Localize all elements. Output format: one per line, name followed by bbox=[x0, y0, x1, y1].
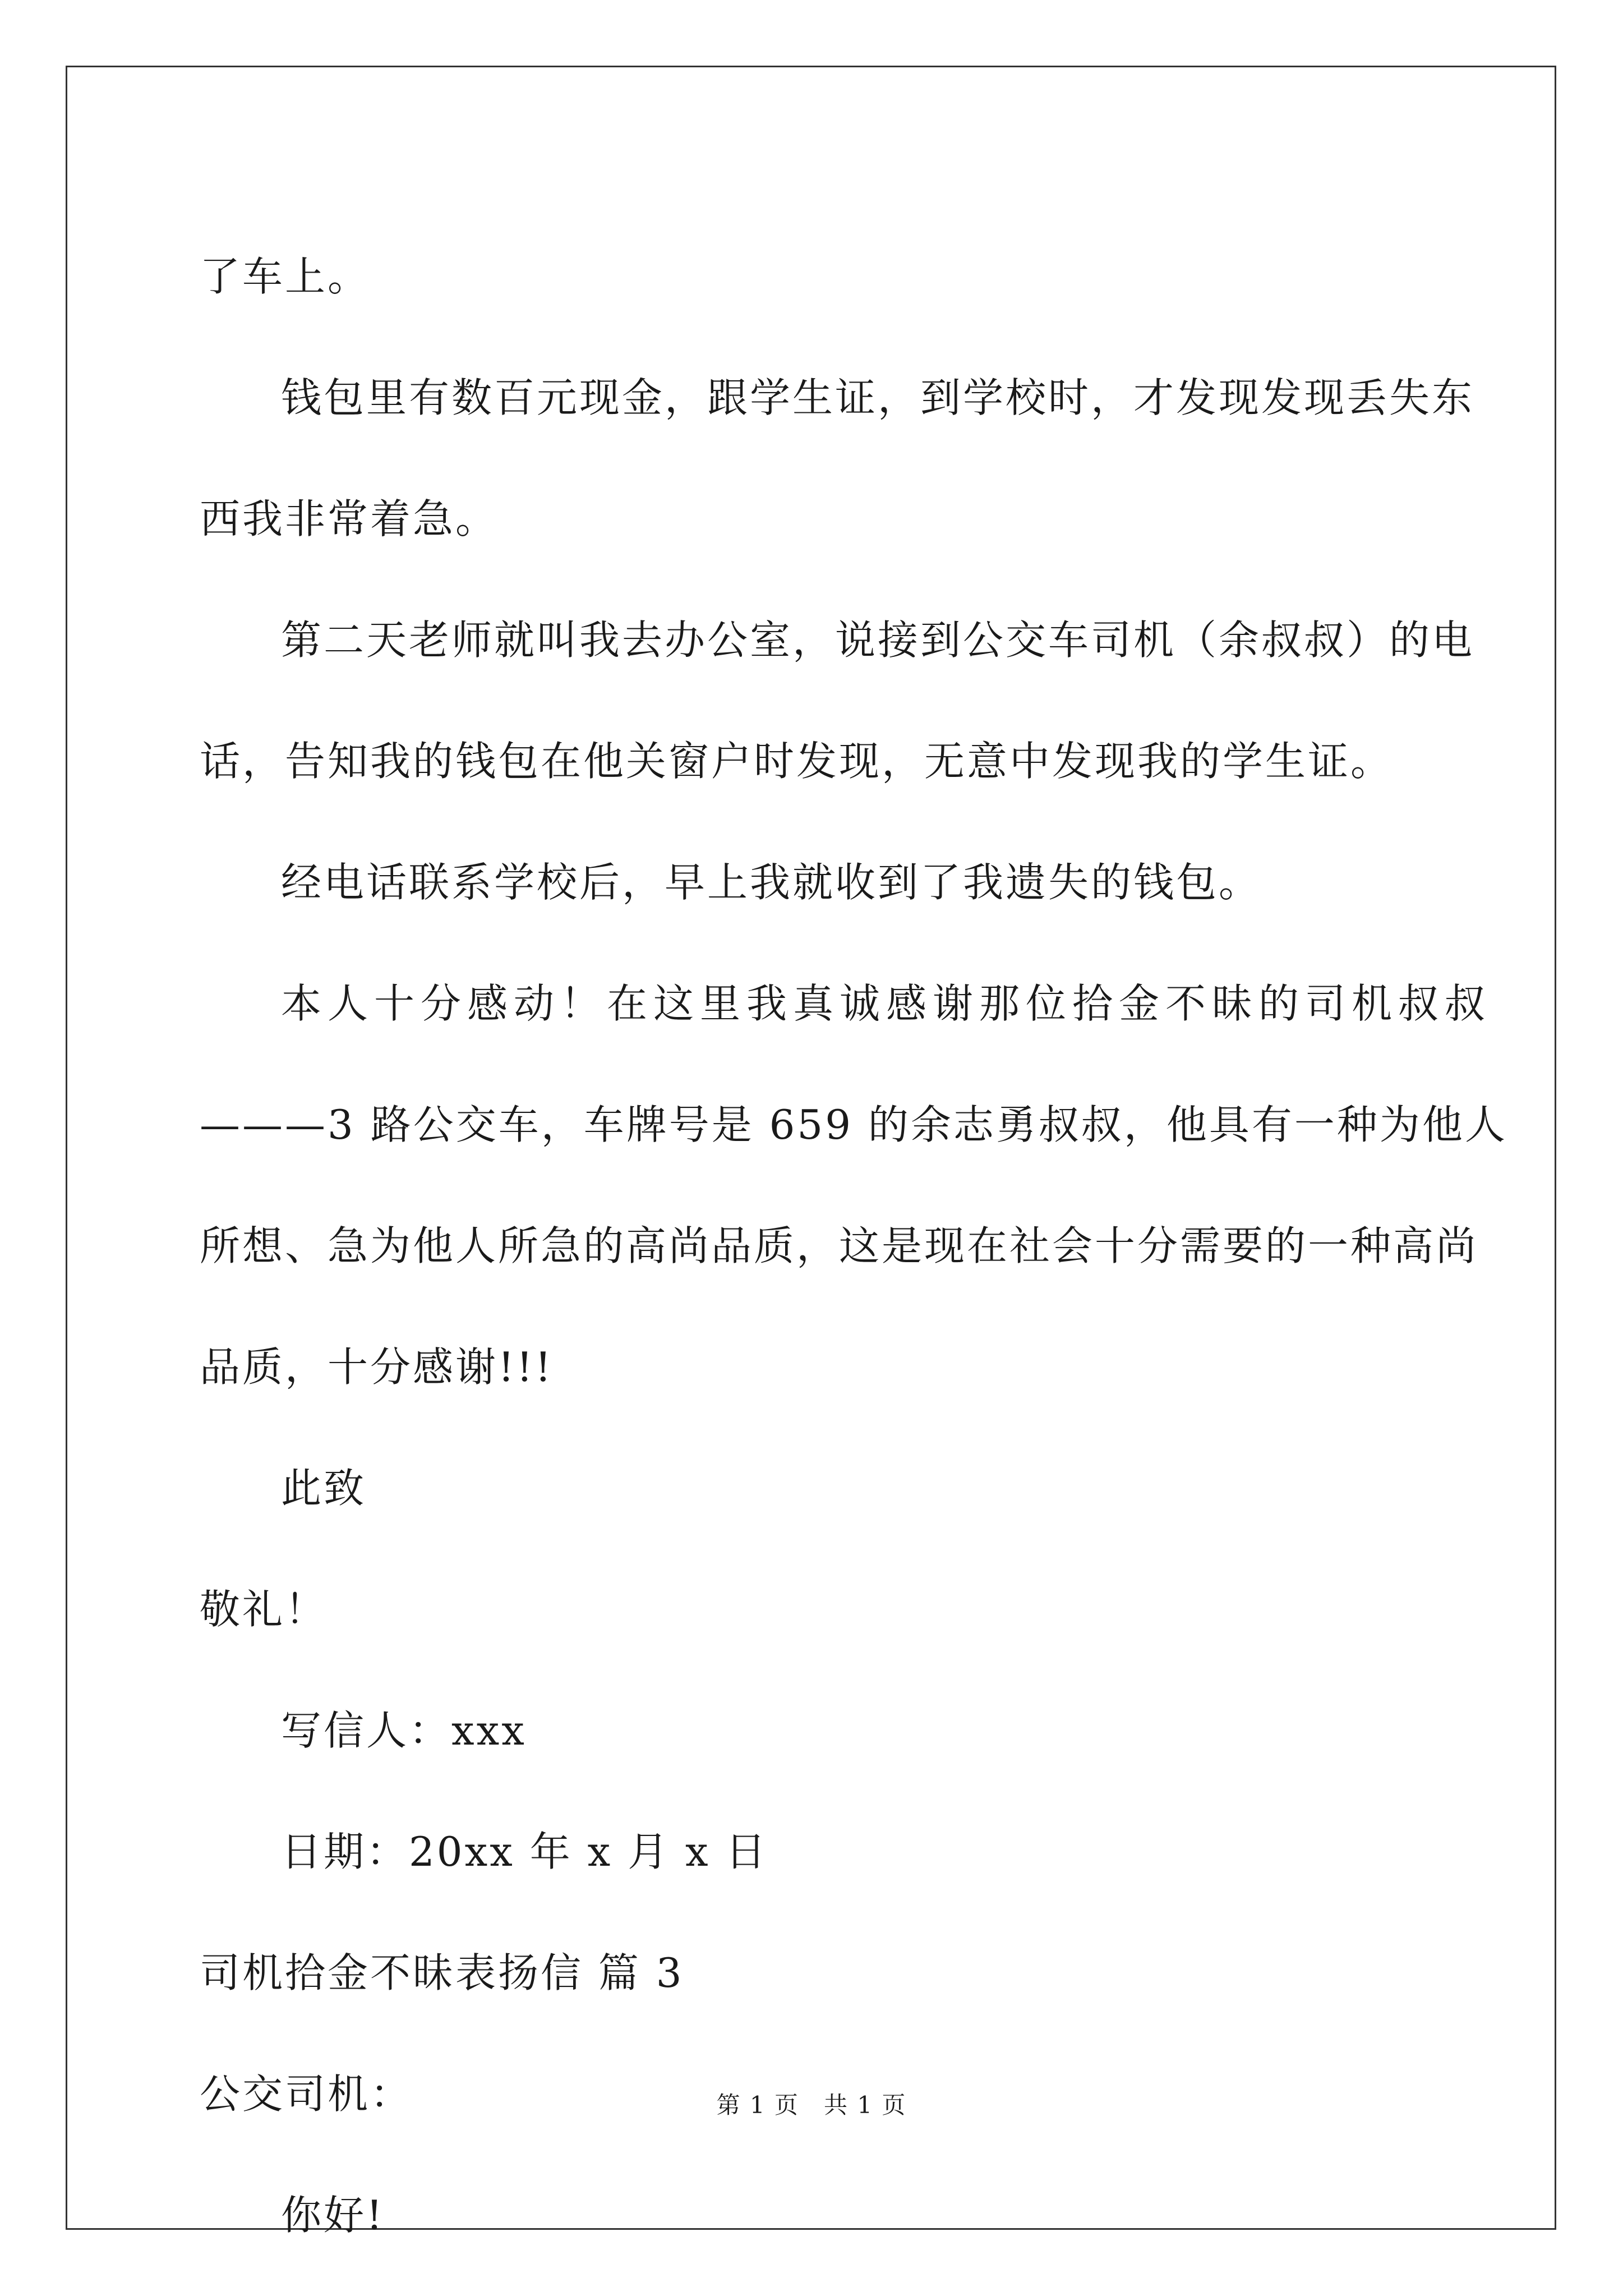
page-number-footer: 第 1 页 共 1 页 bbox=[716, 2091, 907, 2119]
text-line-10: 品质，十分感谢!!! bbox=[200, 1343, 554, 1391]
text-line-6: 经电话联系学校后，早上我就收到了我遗失的钱包。 bbox=[281, 859, 1262, 906]
section-heading: 司机拾金不昧表扬信 篇 3 bbox=[200, 1949, 684, 1996]
closing-salutation: 此致 bbox=[281, 1465, 367, 1512]
text-line-5: 话，告知我的钱包在他关窗户时发现，无意中发现我的学生证。 bbox=[200, 738, 1394, 785]
letter-body bbox=[200, 216, 1507, 2276]
text-line-7: 本人十分感动！在这里我真诚感谢那位拾金不昧的司机叔叔 bbox=[281, 980, 1492, 1027]
text-line-3: 西我非常着急。 bbox=[200, 495, 499, 542]
text-line-9: 所想、急为他人所急的高尚品质，这是现在社会十分需要的一种高尚 bbox=[200, 1222, 1479, 1269]
letter-author: 写信人：xxx bbox=[281, 1707, 527, 1754]
text-line-4: 第二天老师就叫我去办公室，说接到公交车司机（余叔叔）的电 bbox=[281, 616, 1475, 664]
recipient-line: 公交司机： bbox=[200, 2070, 413, 2118]
closing-respect: 敬礼！ bbox=[200, 1586, 328, 1633]
greeting-line: 你好! bbox=[281, 2192, 385, 2239]
text-line-2: 钱包里有数百元现金，跟学生证，到学校时，才发现发现丢失东 bbox=[281, 374, 1475, 421]
letter-date: 日期：20xx 年 x 月 x 日 bbox=[281, 1828, 768, 1875]
text-line-1: 了车上。 bbox=[200, 253, 371, 300]
text-line-8: ———3 路公交车，车牌号是 659 的余志勇叔叔，他具有一种为他人 bbox=[200, 1101, 1507, 1148]
